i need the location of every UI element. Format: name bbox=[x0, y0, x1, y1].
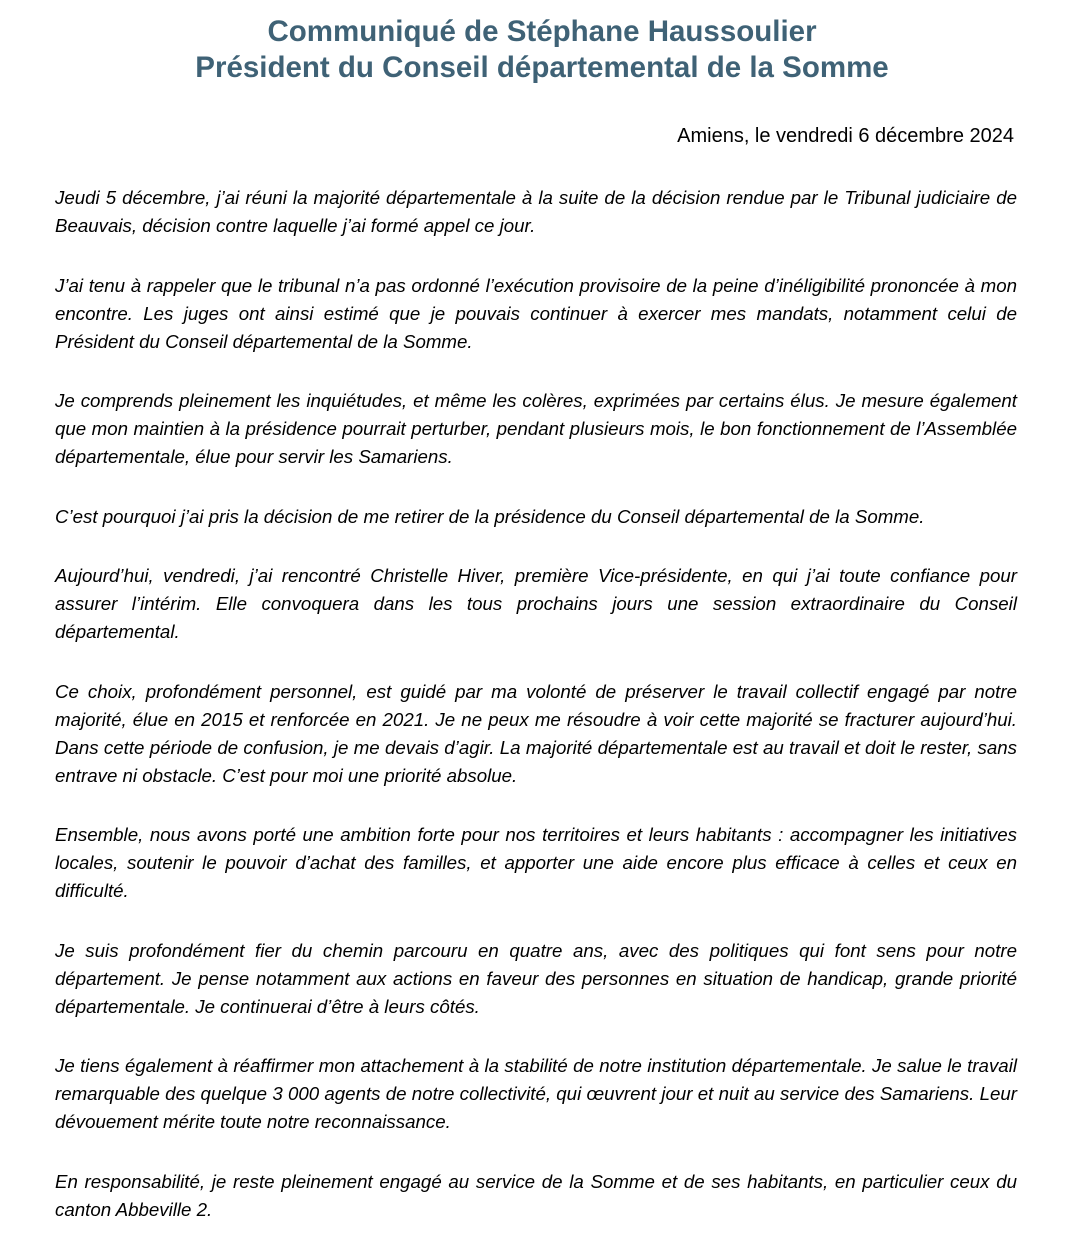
paragraph-1: Jeudi 5 décembre, j’ai réuni la majorité départementale à la suite de la décision rendue par le Tribunal judiciaire de Beauvais, décision contre laquelle j’ai formé appel ce jour. bbox=[55, 187, 1017, 236]
paragraph-2: J’ai tenu à rappeler que le tribunal n’a pas ordonné l’exécution provisoire de la peine d’inéligibilité prononcée à mon encontre. Les juges ont ainsi estimé que je pouvais continuer à exercer mes mandats, notamment celui de Président du Conseil départemental de la Somme. bbox=[55, 274, 1017, 352]
document-body bbox=[55, 184, 1017, 1255]
paragraph-3: Je comprends pleinement les inquiétudes, et même les colères, exprimées par certains élus. Je mesure également que mon maintien à la présidence pourrait perturber, pendant plusieurs mois, le bon fonctionnement de l’Assemblée départementale, élue pour servir les Samariens. bbox=[55, 390, 1017, 467]
paragraph-6: Ce choix, profondément personnel, est guidé par ma volonté de préserver le travail collectif engagé par notre majorité, élue en 2015 et renforcée en 2021. Je ne peux me résoudre à voir cette majorité se fracturer aujourd’hui. Dans cette période de confusion, je me devais d’agir. La majorité départementale est au travail et doit le rester, sans entrave ni obstacle. C’est pour moi une priorité absolue. bbox=[55, 680, 1017, 786]
date-line: Amiens, le vendredi 6 décembre 2024 bbox=[677, 125, 1014, 147]
paragraph-4: C’est pourquoi j’ai pris la décision de me retirer de la présidence du Conseil départemental de la Somme. bbox=[55, 505, 925, 527]
paragraph-9: Je tiens également à réaffirmer mon attachement à la stabilité de notre institution départementale. Je salue le travail remarquable des quelque 3 000 agents de notre collectivité, qui œuvrent jour et nuit au service des Samariens. Leur dévouement mérite toute notre reconnaissance. bbox=[55, 1055, 1017, 1132]
paragraph-10: En responsabilité, je reste pleinement engagé au service de la Somme et de ses habitants, en particulier ceux du canton Abbeville 2. bbox=[55, 1170, 1017, 1220]
title-line-2: Président du Conseil départemental de la Somme bbox=[195, 51, 889, 84]
paragraph-8: Je suis profondément fier du chemin parcouru en quatre ans, avec des politiques qui font sens pour notre département. Je pense notamment aux actions en faveur des personnes en situation de handicap, grande priorité départementale. Je continuerai d’être à leurs côtés. bbox=[55, 939, 1017, 1017]
paragraph-5: Aujourd’hui, vendredi, j’ai rencontré Christelle Hiver, première Vice-présidente, en qui j’ai toute confiance pour assurer l’intérim. Elle convoquera dans les tous prochains jours une session extraordinaire du Conseil départemental. bbox=[55, 565, 1017, 642]
paragraph-7: Ensemble, nous avons porté une ambition forte pour nos territoires et leurs habitants : accompagner les initiatives locales, soutenir le pouvoir d’achat des familles, et apporter une aide encore plus efficace à celles et ceux en difficulté. bbox=[55, 824, 1017, 901]
title-line-1: Communiqué de Stéphane Haussoulier bbox=[267, 15, 817, 48]
document-header bbox=[0, 14, 1084, 86]
